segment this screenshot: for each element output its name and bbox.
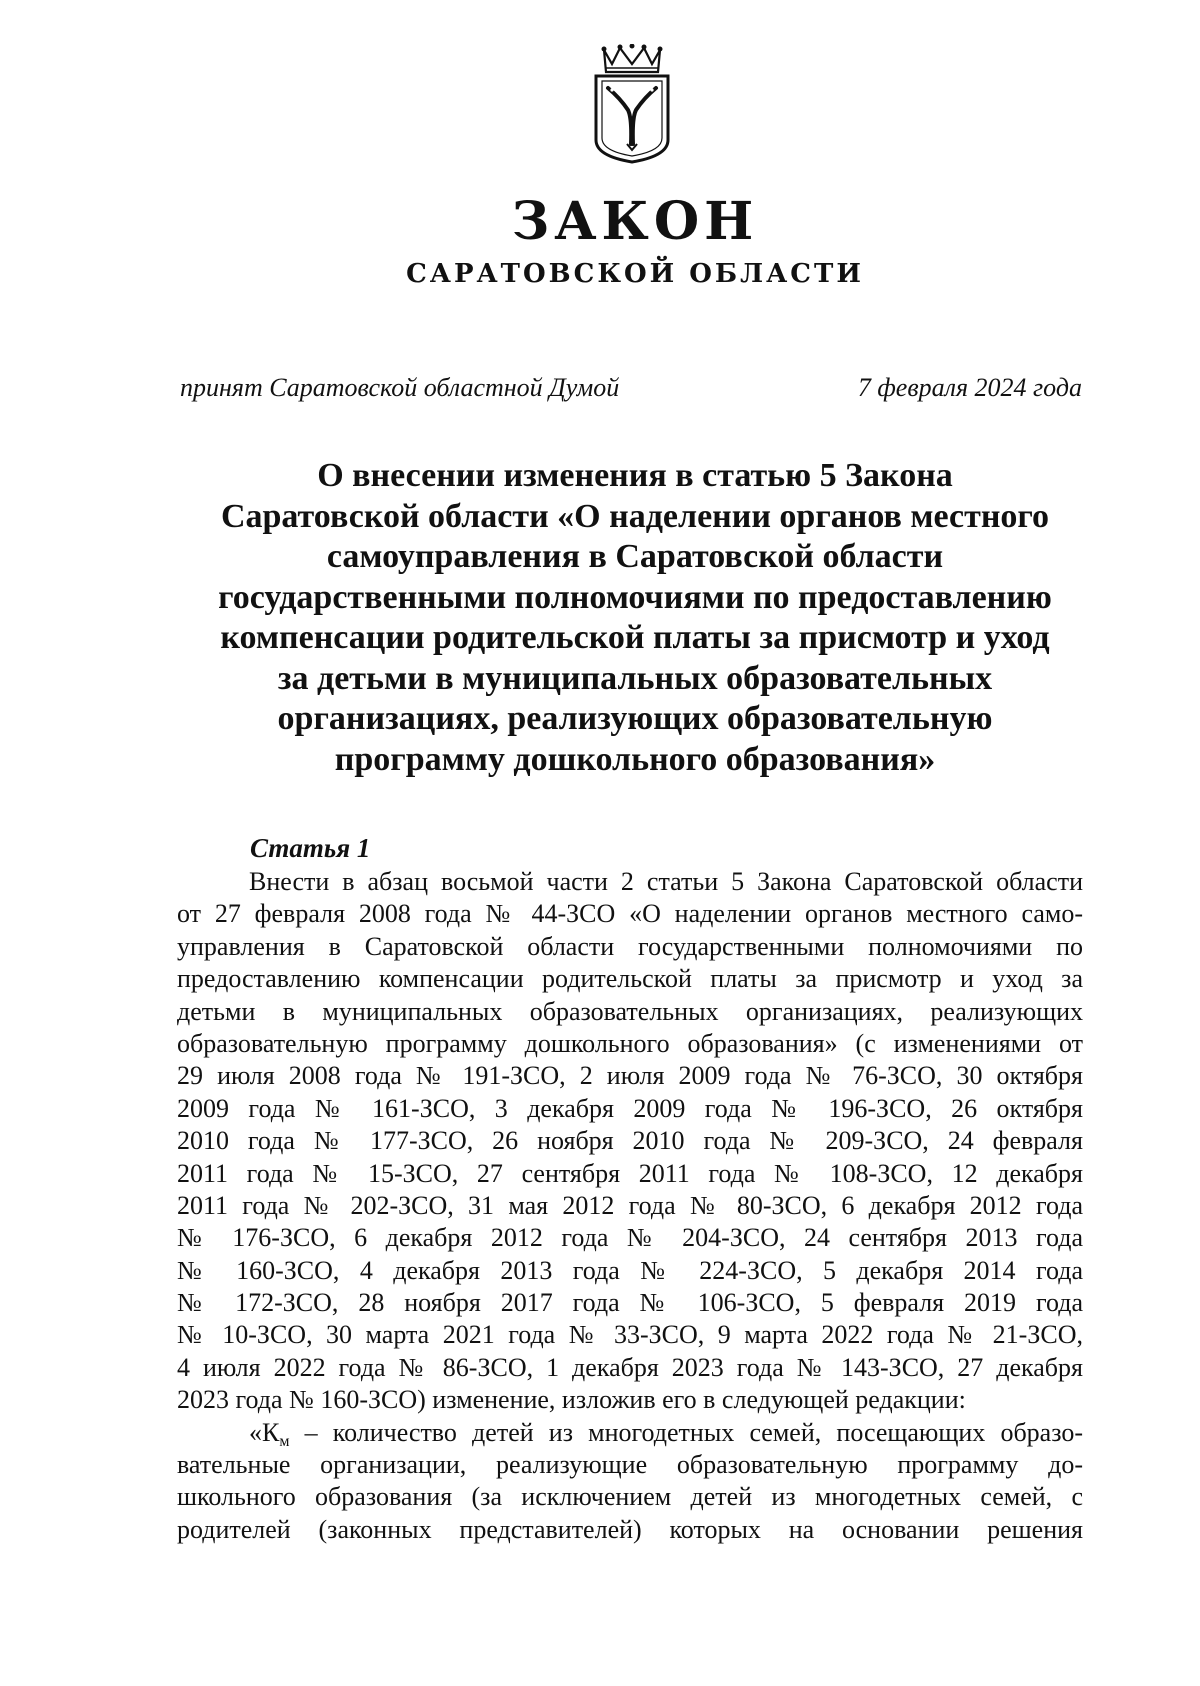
quote-prefix: «К <box>249 1417 280 1447</box>
adoption-date: 7 февраля 2024 года <box>857 373 1082 402</box>
heading-line: программу дошкольного образования» <box>334 740 936 778</box>
body-line: 2023 года № 160-ЗСО) изменение, изложив его в следующей редакции: <box>177 1385 966 1415</box>
heading-line: за детьми в муниципальных образовательных <box>277 659 993 697</box>
quote-subscript: м <box>279 1432 290 1450</box>
body-line: предоставлению компенсации родительской платы за присмотр и уход за <box>177 964 1083 994</box>
body-line: Внести в абзац восьмой части 2 статьи 5 Закона Саратовской области <box>249 867 1083 896</box>
body-line: школьного образования (за исключением детей из многодетных семей, с <box>177 1482 1083 1512</box>
article-body <box>177 866 1083 1546</box>
heading-line: государственными полномочиями по предоставлению <box>218 578 1052 616</box>
quote-line <box>177 1417 1083 1449</box>
body-line: 4 июля 2022 года № 86-ЗСО, 1 декабря 2023 года № 143-ЗСО, 27 декабря <box>177 1352 1083 1382</box>
article-label: Статья 1 <box>250 833 371 863</box>
body-line: от 27 февраля 2008 года № 44-ЗСО «О наделении органов местного само- <box>177 899 1083 929</box>
heading-line: самоуправления в Саратовской области <box>326 538 944 575</box>
heading-line: Саратовской области «О наделении органов местного <box>220 497 1050 535</box>
body-line: управления в Саратовской области государственными полномочиями по <box>177 931 1083 961</box>
adoption-body: принят Саратовской областной Думой <box>180 373 620 402</box>
body-line: 2009 года № 161-ЗСО, 3 декабря 2009 года № 196-ЗСО, 26 октября <box>177 1093 1083 1123</box>
heading-line: организациях, реализующих образовательную <box>277 700 993 737</box>
quote-first-rest: – количество детей из многодетных семей, посещающих образо- <box>289 1417 1083 1447</box>
body-line: родителей (законных представителей) которых на основании решения <box>177 1514 1083 1544</box>
body-line: вательные организации, реализующие образовательную программу до- <box>177 1450 1083 1480</box>
body-line: 2010 года № 177-ЗСО, 26 ноября 2010 года № 209-ЗСО, 24 февраля <box>177 1126 1083 1156</box>
body-line: детьми в муниципальных образовательных организациях, реализующих <box>177 996 1083 1026</box>
body-line: 2011 года № 202-ЗСО, 31 мая 2012 года № 80-ЗСО, 6 декабря 2012 года <box>177 1190 1083 1220</box>
heading-line: компенсации родительской платы за присмотр и уход <box>220 619 1050 656</box>
law-heading <box>150 456 1120 780</box>
law-subtitle: САРАТОВСКОЙ ОБЛАСТИ <box>406 259 864 289</box>
body-line: 29 июля 2008 года № 191-ЗСО, 2 июля 2009 года № 76-ЗСО, 30 октября <box>177 1061 1083 1091</box>
body-line: образовательную программу дошкольного образования» (с изменениями от <box>177 1028 1083 1058</box>
saratov-coat-of-arms-icon <box>590 44 674 164</box>
body-line: 2011 года № 15-ЗСО, 27 сентября 2011 года № 108-ЗСО, 12 декабря <box>177 1158 1083 1188</box>
body-line: № 172-ЗСО, 28 ноября 2017 года № 106-ЗСО, 5 февраля 2019 года <box>177 1288 1083 1318</box>
body-line: № 10-ЗСО, 30 марта 2021 года № 33-ЗСО, 9 марта 2022 года № 21-ЗСО, <box>177 1320 1083 1350</box>
body-line: № 176-ЗСО, 6 декабря 2012 года № 204-ЗСО, 24 сентября 2013 года <box>177 1223 1083 1253</box>
law-title: ЗАКОН <box>511 191 759 252</box>
body-line: № 160-ЗСО, 4 декабря 2013 года № 224-ЗСО, 5 декабря 2014 года <box>177 1255 1083 1285</box>
heading-line: О внесении изменения в статью 5 Закона <box>317 457 953 494</box>
